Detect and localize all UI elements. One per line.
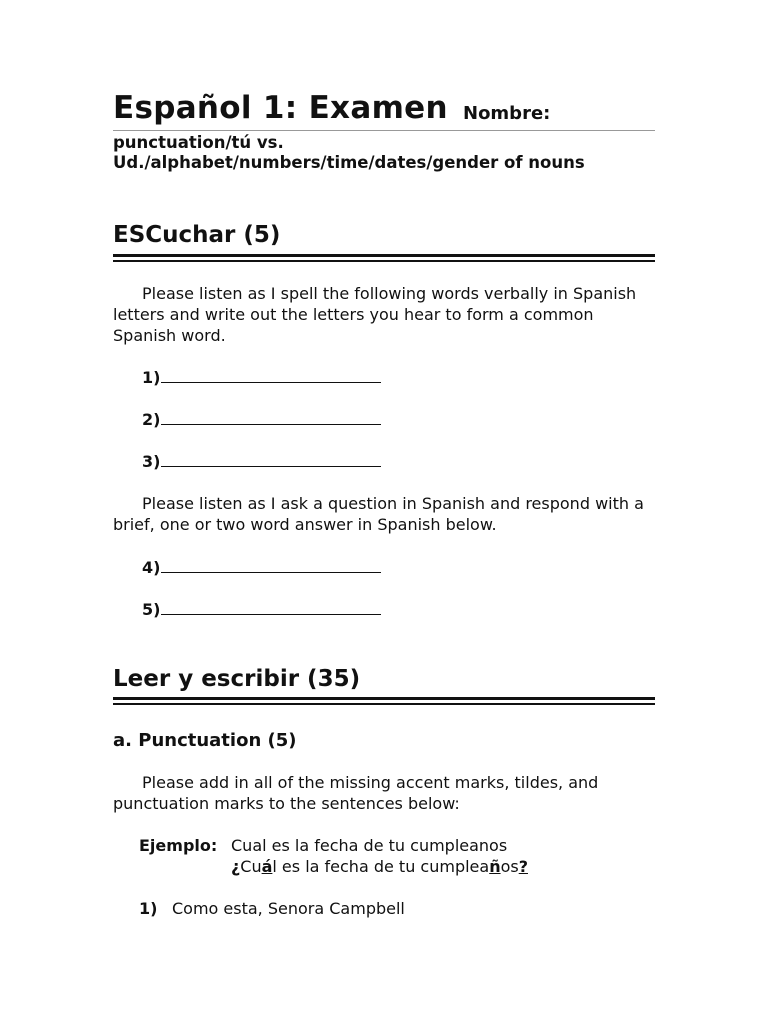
punctuation-heading: a. Punctuation (5) [113, 730, 297, 751]
answer-text: l es la fecha de tu cumplea [272, 857, 490, 876]
ejemplo-label: Ejemplo: [139, 836, 218, 855]
answer-blank[interactable] [161, 452, 381, 467]
answer-number: 1) [142, 368, 161, 387]
answer-blank[interactable] [161, 410, 381, 425]
punctuation-instructions: Please add in all of the missing accent marks, tildes, and punctuation marks to the sentences below: [113, 773, 599, 813]
inserted-mark: á [261, 857, 273, 876]
answer-line[interactable] [142, 452, 381, 471]
question-number: 1) [139, 899, 158, 918]
exam-title: Español 1: Examen [113, 90, 448, 126]
escuchar-instructions-questions: Please listen as I ask a question in Spanish and respond with a brief, one or two word answer in Spanish below. [113, 494, 644, 534]
inserted-mark: ñ [489, 857, 501, 876]
answer-line[interactable] [142, 368, 381, 387]
answer-number: 2) [142, 410, 161, 429]
answer-blank[interactable] [161, 368, 381, 383]
exam-topics: punctuation/tú vs. Ud./alphabet/numbers/time/dates/gender of nouns [113, 133, 585, 172]
leer-escribir-divider [113, 697, 655, 705]
answer-number: 5) [142, 600, 161, 619]
question-sentence: Como esta, Senora Campbell [172, 899, 405, 918]
answer-text: Cu [240, 857, 262, 876]
answer-text: os [500, 857, 519, 876]
answer-line[interactable] [142, 600, 381, 619]
ejemplo-answer [231, 857, 528, 876]
answer-number: 4) [142, 558, 161, 577]
answer-blank[interactable] [161, 600, 381, 615]
ejemplo-question: Cual es la fecha de tu cumpleanos [231, 836, 508, 855]
nombre-label: Nombre: [463, 103, 551, 124]
escuchar-divider [113, 254, 655, 262]
title-underline [113, 130, 655, 131]
inserted-mark: ¿ [231, 857, 241, 876]
escuchar-heading: ESCuchar (5) [113, 222, 281, 248]
leer-escribir-heading: Leer y escribir (35) [113, 666, 361, 692]
answer-line[interactable] [142, 410, 381, 429]
answer-blank[interactable] [161, 558, 381, 573]
answer-number: 3) [142, 452, 161, 471]
inserted-mark: ? [518, 857, 528, 876]
escuchar-instructions-spelling: Please listen as I spell the following words verbally in Spanish letters and write out the letters you hear to form a common Spanish word. [113, 284, 637, 345]
answer-line[interactable] [142, 558, 381, 577]
